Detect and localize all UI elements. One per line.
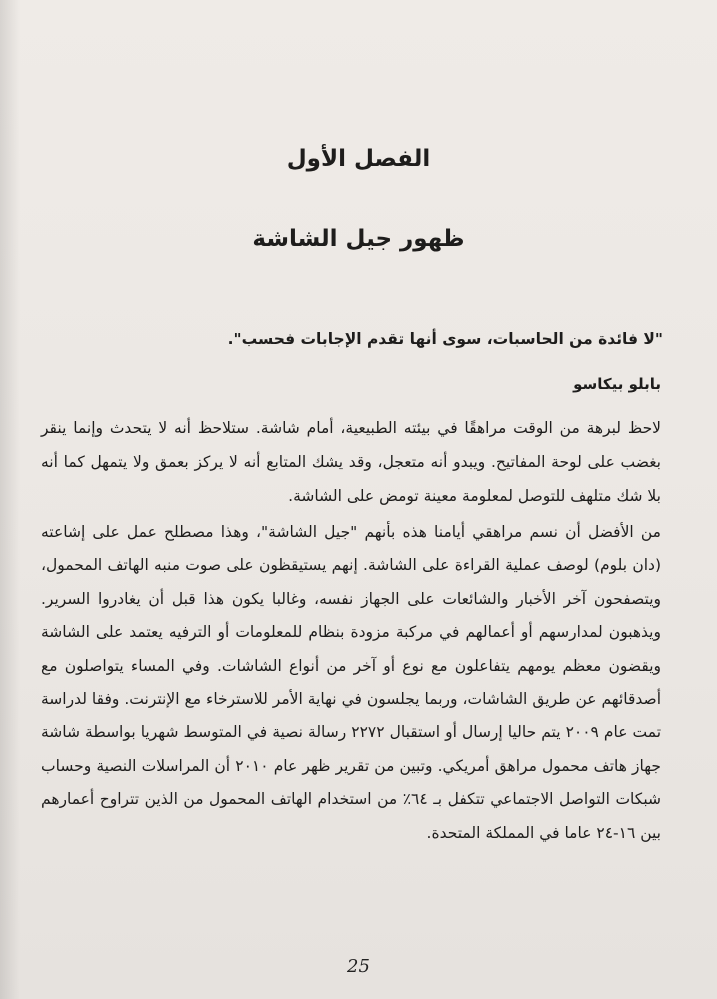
paragraph: لاحظ لبرهة من الوقت مراهقًا في بيئته الطبيعية، أمام شاشة. ستلاحظ أنه لا يتحدث وإنما ينقر بغضب على لوحة المفاتيح. ويبدو أنه متعجل، وقد يشك المتابع أنه لا يركز بعمق ولا يتمهل كما أنه بلا شك متلهف للتوصل لمعلومة معينة تومض على الشاشة.	[41, 419, 661, 505]
paragraph: من الأفضل أن نسم مراهقي أيامنا هذه بأنهم "جيل الشاشة"، وهذا مصطلح عمل على إشاعته (دان بلوم) لوصف عملية القراءة على الشاشة. إنهم يستيقظون على صوت منبه الهاتف المحمول، ويتصفحون آخر الأخبار والشائعات على الجهاز نفسه، وغالبا يكون هذا قبل أن يغادروا السرير. ويذهبون لمدارسهم أو أعمالهم في مركبة مزودة بنظام للمعلومات أو الترفيه يعتمد على الشاشة ويقضون معظم يومهم يتفاعلون مع نوع أو آخر من أنواع الشاشات. وفي المساء يتواصلون مع أصدقائهم عن طريق الشاشات، وربما يجلسون في نهاية الأمر للاسترخاء مع الإنترنت. وفقا لدراسة تمت عام ٢٠٠٩ يتم حاليا إرسال أو استقبال ٢٢٧٢ رسالة نصية في المتوسط شهريا بواسطة شاشة جهاز هاتف محمول مراهق أمريكي. وتبين من تقرير ظهر عام ٢٠١٠ أن المراسلات النصية وحساب شبكات التواصل الاجتماعي تتكفل بـ ٦٤٪ من استخدام الهاتف المحمول من الذين تتراوح أعمارهم بين ١٦-٢٤ عاما في المملكة المتحدة.	[41, 523, 662, 842]
page-number: 25	[347, 956, 370, 977]
epigraph-author: بابلو بيكاسو	[573, 375, 661, 393]
chapter-title: ظهور جيل الشاشة	[252, 226, 465, 252]
chapter-heading: الفصل الأول	[286, 146, 431, 172]
epigraph-quote: "لا فائدة من الحاسبات، سوى أنها تقدم الإجابات فحسب".	[227, 330, 663, 348]
